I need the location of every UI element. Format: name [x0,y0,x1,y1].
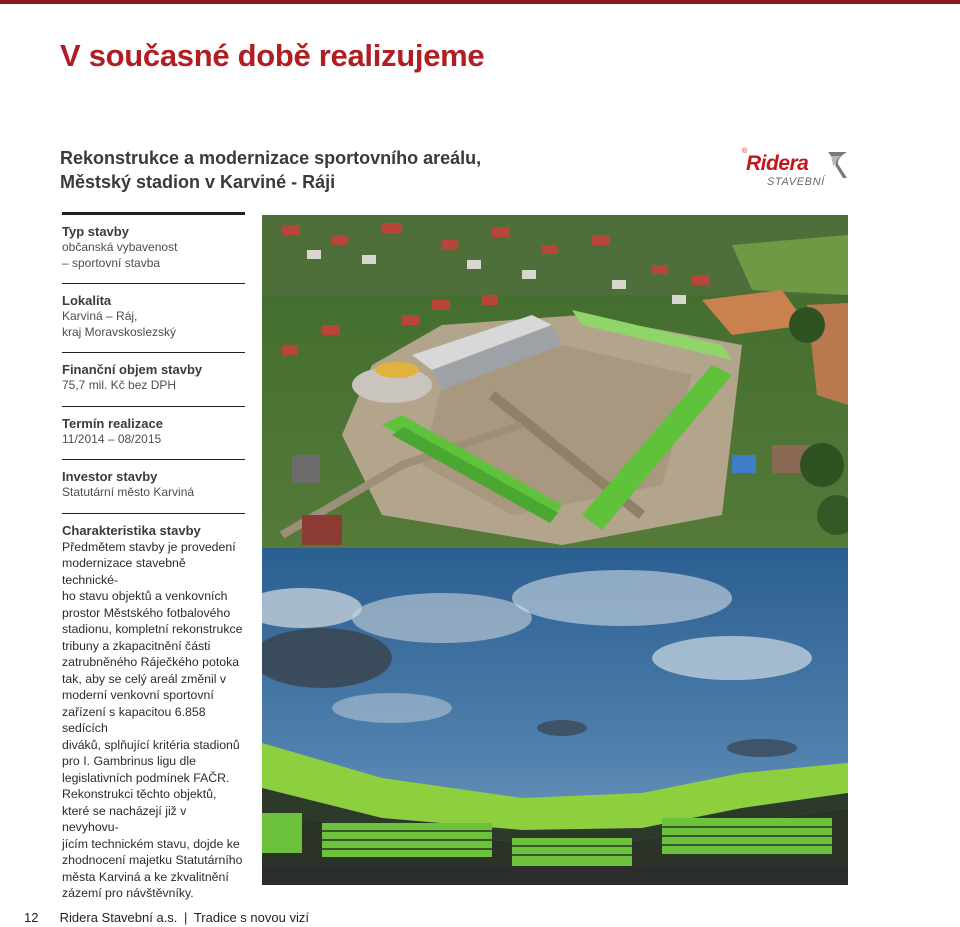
info-characteristics [62,513,245,902]
info-location [62,283,245,352]
info-budget-value: 75,7 mil. Kč bez DPH [62,378,177,392]
footer-slogan: Tradice s novou vizí [193,910,309,925]
info-characteristics-label: Charakteristika stavby [62,522,201,538]
info-schedule-label: Termín realizace [62,415,163,431]
info-schedule-value: 11/2014 – 08/2015 [62,431,162,446]
info-budget [62,352,245,406]
info-type-label: Typ stavby [62,224,129,239]
footer-separator: | [184,910,188,925]
logo-subtext: STAVEBNÍ [767,176,825,188]
logo-r-mark-icon [825,150,851,180]
project-info-column [62,212,245,902]
info-investor-value: Statutární město Karviná [62,485,195,499]
ridera-logo [742,148,854,192]
info-investor-label: Investor stavby [62,469,158,484]
info-schedule [62,406,245,460]
info-type-value: občanská vybavenost – sportovní stavba [62,240,178,270]
subtitle-line-1: Rekonstrukce a modernizace sportovního areálu, [60,148,482,168]
top-accent-bar [0,0,960,4]
footer-company: Ridera Stavební a.s. [59,910,178,925]
logo-brand: Ridera [746,152,809,175]
project-subtitle [60,146,481,194]
info-type [62,212,245,283]
info-investor [62,459,245,513]
info-characteristics-text: Předmětem stavby je provedení modernizace stavebně technické- ho stavu objektů a venkovních prostor Městského fotbalového stadionu, kompletní rekonstrukce tribuny a zkapacitnění části zatrubněného Ráječkého potoka tak, aby se celý areál změnil v moderní venkovní sportovní zařízení s kapacitou 6.858 sedících diváků, splňující kritéria stadionů pro I. Gambrinus ligu dle legislativních podmínek FAČR. Rekonstrukci těchto objektů, které se nacházejí již v nevyhovu- jícím technickém stavu, dojde ke zhodnocení majetku Statutárního města Karviná a ke zkvalitnění zázemí pro návštěvníky. [62,539,243,900]
info-location-label: Lokalita [62,293,112,308]
info-location-value: Karviná – Ráj, kraj Moravskoslezský [62,309,177,339]
registered-mark: ® [742,148,748,155]
page-footer [24,910,309,925]
stadium-stands-photo [262,548,848,885]
aerial-stadium-photo [262,215,848,548]
page-number: 12 [24,910,39,925]
subtitle-line-2: Městský stadion v Karviné - Ráji [60,172,336,192]
info-budget-label: Finanční objem stavby [62,362,203,377]
page-title: V současné době realizujeme [60,38,485,73]
